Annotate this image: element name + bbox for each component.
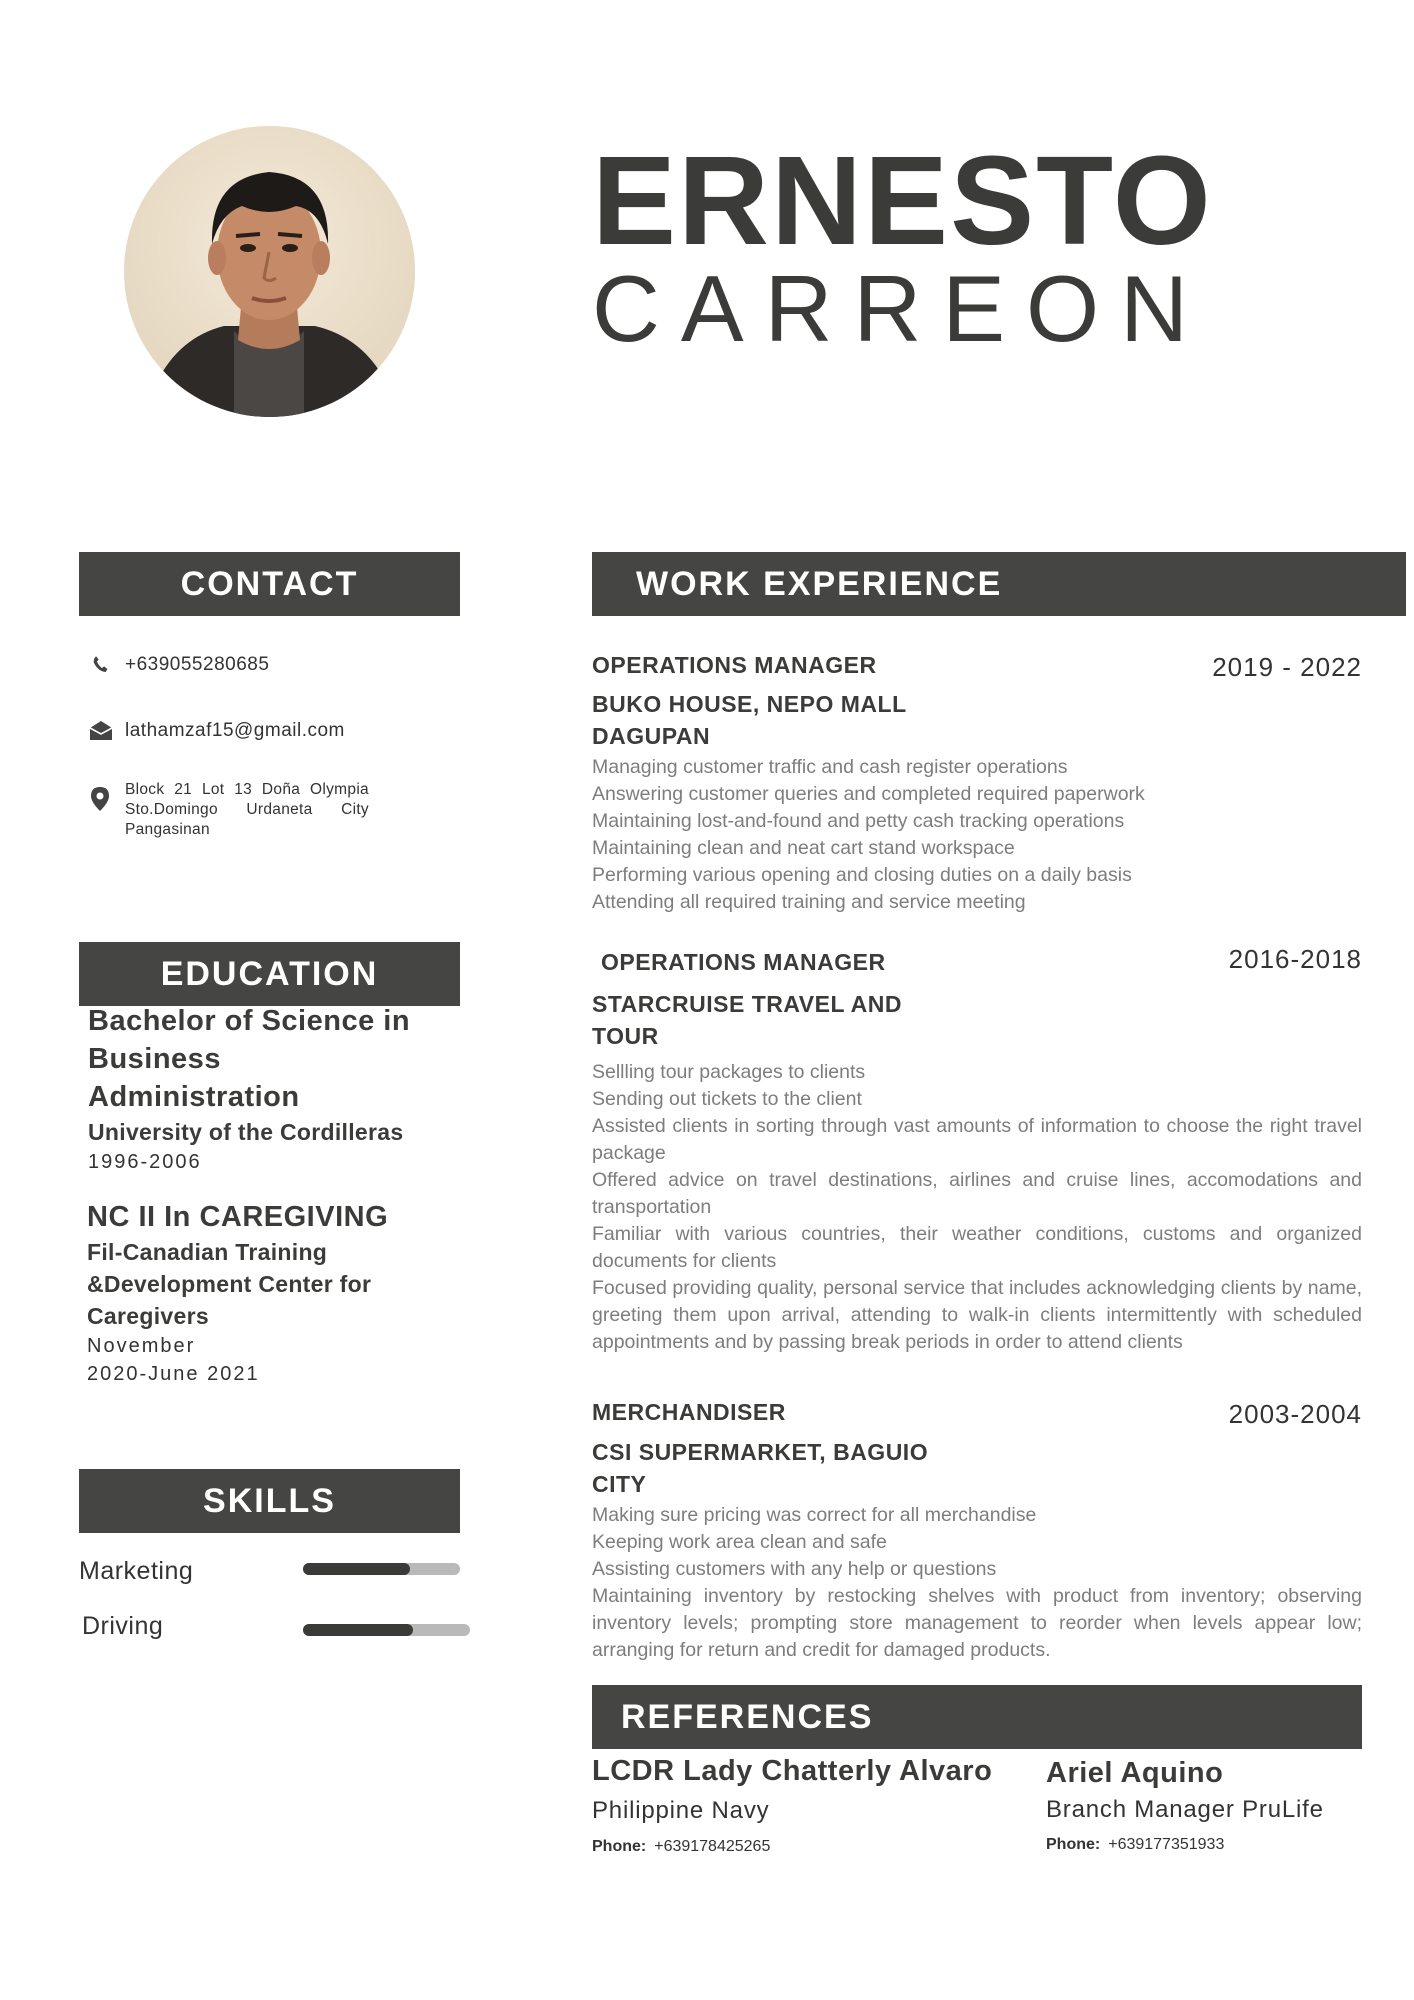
education-degree: Bachelor of Science in Business Administration xyxy=(88,1005,411,1113)
address-line-1: Block 21 Lot 13 Doña Olympia xyxy=(125,781,369,798)
address-line-2: Sto.Domingo Urdaneta City xyxy=(125,801,369,818)
contact-email[interactable]: lathamzaf15@gmail.com xyxy=(125,720,345,741)
duty-item: Maintaining inventory by restocking shelves with product from inventory; observing inventory levels; prompting store management to reorder when levels appear low; arranging for return and credit for damaged products. xyxy=(592,1585,1362,1661)
profile-photo xyxy=(124,126,415,417)
duty-item: Answering customer queries and completed required paperwork xyxy=(592,783,1145,805)
reference-phone xyxy=(592,1838,770,1856)
envelope-icon xyxy=(89,720,111,742)
contact-section-header: CONTACT xyxy=(79,552,460,616)
job-title: OPERATIONS MANAGER xyxy=(592,652,877,678)
education-entry-1 xyxy=(88,1002,468,1176)
education-entry-2 xyxy=(87,1198,467,1388)
job-company: STARCRUISE TRAVEL AND TOUR xyxy=(592,991,902,1049)
duty-item: Performing various opening and closing duties on a daily basis xyxy=(592,864,1132,886)
reference-name: Ariel Aquino xyxy=(1046,1757,1224,1789)
duty-item: Managing customer traffic and cash register operations xyxy=(592,756,1068,778)
reference-phone xyxy=(1046,1836,1224,1854)
phone-label: Phone: xyxy=(1046,1836,1101,1853)
last-name: CARREON xyxy=(592,256,1210,361)
duty-item: Focused providing quality, personal service that includes acknowledging clients by name, greeting them upon arrival, attending to walk-in clients intermittently with scheduled appointments and by passing break periods in order to attend clients xyxy=(592,1277,1362,1353)
map-pin-icon xyxy=(90,786,112,808)
education-years: 1996-2006 xyxy=(88,1151,202,1173)
job-dates: 2019 - 2022 xyxy=(1212,652,1362,682)
phone-number[interactable]: +639177351933 xyxy=(1108,1836,1225,1853)
first-name: ERNESTO xyxy=(592,130,1213,271)
portrait-image xyxy=(124,126,415,417)
skill-bar-marketing xyxy=(303,1563,460,1575)
duty-item: Offered advice on travel destinations, airlines and cruise lines, accomodations and transportation xyxy=(592,1169,1362,1218)
reference-name: LCDR Lady Chatterly Alvaro xyxy=(592,1755,993,1787)
skill-bar-fill xyxy=(303,1624,413,1636)
phone-label: Phone: xyxy=(592,1838,647,1855)
reference-organization: Branch Manager PruLife xyxy=(1046,1796,1324,1823)
duty-item: Making sure pricing was correct for all merchandise xyxy=(592,1504,1037,1526)
skill-bar-driving xyxy=(303,1624,470,1636)
skill-bar-fill xyxy=(303,1563,410,1575)
job-dates: 2003-2004 xyxy=(1228,1399,1362,1429)
job-title: OPERATIONS MANAGER xyxy=(601,949,886,975)
education-years: November 2020-June 2021 xyxy=(87,1335,260,1385)
contact-phone[interactable]: +639055280685 xyxy=(125,654,270,675)
job-duties xyxy=(592,1502,1362,1664)
contact-address xyxy=(125,780,369,840)
references-section-header: REFERENCES xyxy=(592,1685,1362,1749)
duty-item: Maintaining clean and neat cart stand workspace xyxy=(592,837,1015,859)
duty-item: Assisted clients in sorting through vast amounts of information to choose the right travel package xyxy=(592,1115,1362,1164)
job-dates: 2016-2018 xyxy=(1228,944,1362,974)
skill-name-marketing: Marketing xyxy=(79,1557,194,1585)
duty-item: Assisting customers with any help or questions xyxy=(592,1558,997,1580)
work-section-header: WORK EXPERIENCE xyxy=(592,552,1406,616)
duty-item: Familiar with various countries, their weather conditions, customs and organized documents for clients xyxy=(592,1223,1362,1272)
address-line-3: Pangasinan xyxy=(125,821,210,838)
duty-item: Maintaining lost-and-found and petty cash tracking operations xyxy=(592,810,1125,832)
phone-icon xyxy=(90,654,112,676)
education-school: University of the Cordilleras xyxy=(88,1119,404,1145)
duty-item: Attending all required training and service meeting xyxy=(592,891,1026,913)
duty-item: Keeping work area clean and safe xyxy=(592,1531,887,1553)
duty-item: Sending out tickets to the client xyxy=(592,1088,862,1110)
job-duties xyxy=(592,754,1362,916)
job-company: BUKO HOUSE, NEPO MALL DAGUPAN xyxy=(592,691,907,749)
phone-number[interactable]: +639178425265 xyxy=(654,1838,771,1855)
education-school: Fil-Canadian Training &Development Center for Caregivers xyxy=(87,1239,372,1329)
duty-item: Sellling tour packages to clients xyxy=(592,1061,866,1083)
job-duties xyxy=(592,1059,1362,1356)
education-section-header: EDUCATION xyxy=(79,942,460,1006)
job-title: MERCHANDISER xyxy=(592,1399,786,1425)
education-degree: NC II In CAREGIVING xyxy=(87,1201,389,1233)
skills-section-header: SKILLS xyxy=(79,1469,460,1533)
skill-name-driving: Driving xyxy=(82,1612,164,1640)
reference-organization: Philippine Navy xyxy=(592,1797,770,1824)
job-company: CSI SUPERMARKET, BAGUIO CITY xyxy=(592,1439,929,1497)
